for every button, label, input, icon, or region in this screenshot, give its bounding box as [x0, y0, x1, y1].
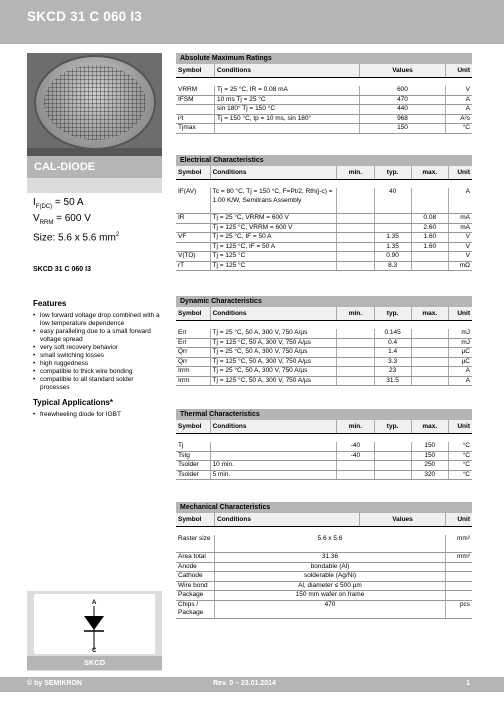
header-cell: Symbol: [176, 420, 211, 433]
table-cell: 8.3: [375, 262, 412, 271]
table-cell: 1.35: [375, 243, 412, 252]
table-cell: Irrm: [176, 377, 211, 386]
table-cell: mA: [460, 214, 470, 221]
table-cell: [412, 377, 449, 386]
table-row: [176, 252, 472, 262]
table-cell: Anode: [176, 563, 215, 572]
col-unit: Unit: [457, 67, 470, 74]
table-cell: 3.3: [375, 358, 412, 367]
header-cell: max.: [412, 420, 449, 433]
table-cell: Qrr: [176, 358, 211, 367]
table-cell: Tj = 125 °C: [211, 252, 338, 261]
table-cell: VF: [176, 233, 211, 242]
header-cell: typ.: [375, 420, 412, 433]
table-cell: Cathode: [176, 572, 215, 581]
table-row: [176, 452, 472, 462]
table-cell: 0.145: [375, 329, 412, 338]
header-cell: typ.: [375, 307, 412, 320]
table-cell: 10 min.: [211, 461, 338, 470]
table-row: [176, 96, 472, 106]
table-row: [176, 105, 472, 115]
table-cell: 0.90: [375, 252, 412, 261]
list-item: • high ruggedness: [33, 360, 162, 368]
table-row: [176, 115, 472, 125]
table-cell: mm²: [457, 553, 470, 560]
table-cell: Tc = 80 °C, Tj = 150 °C, F=Pt/2, Rth(j-c) = 1.00 K/W, Semitrans Assembly: [211, 188, 338, 213]
table-cell: 2.60: [412, 224, 449, 233]
table-row: [176, 348, 472, 358]
header-bar: [0, 0, 504, 44]
table-cell: Tj: [176, 442, 211, 451]
table-header: [176, 166, 472, 180]
table-header: [176, 420, 472, 434]
table-cell: [375, 442, 412, 451]
col-conditions: Conditions: [215, 64, 360, 77]
table-cell: [337, 471, 374, 480]
table-cell: [412, 329, 449, 338]
table-row: [176, 563, 472, 573]
table-cell: 600: [360, 86, 446, 95]
table-row: [176, 339, 472, 349]
col-symbol: Symbol: [176, 64, 215, 77]
table-cell: 5 min.: [211, 471, 338, 480]
table-row: [176, 553, 472, 563]
table-cell: 1.60: [412, 233, 449, 242]
table-cell: [412, 348, 449, 357]
table-cell: IFSM: [176, 96, 215, 105]
features-list: [33, 312, 162, 392]
footer-page-number: 1: [466, 680, 470, 687]
table-header: [176, 64, 472, 78]
part-number: SKCD 31 C 060 I3: [33, 266, 91, 274]
table-cell: rT: [176, 262, 211, 271]
table-cell: [375, 224, 412, 233]
spec-current: $I_{F(DC)} = 50$ A: [33, 197, 84, 210]
list-item: • compatible to all standard solder processes: [33, 376, 162, 392]
table-cell: solderable (Ag/Ni): [215, 572, 446, 581]
table-cell: VRRM: [176, 86, 215, 95]
table-cell: bondable (Al): [215, 563, 446, 572]
table-cell: Raster size: [176, 535, 215, 552]
header-cell: Unit: [457, 423, 470, 430]
table-cell: Tj = 25 °C, IF = 50 A: [211, 233, 338, 242]
table-row: [176, 214, 472, 224]
header-cell: min.: [337, 307, 374, 320]
table-row: [176, 243, 472, 253]
list-item: • low forward voltage drop combined with a low temperature dependence: [33, 312, 162, 328]
table-cell: Package: [176, 591, 215, 600]
table-row: [176, 124, 472, 134]
left-column: [27, 53, 162, 419]
table-cell: V: [465, 242, 470, 250]
list-item: • freewheeling diode for IGBT: [33, 411, 162, 419]
table-cell: Tj = 25 °C, 50 A, 300 V, 750 A/µs: [211, 348, 338, 357]
table-title: Absolute Maximum Ratings: [176, 53, 472, 64]
table-cell: [446, 582, 472, 591]
header-cell: Values: [360, 513, 446, 526]
spec-size: Size: 5.6 x 5.6 $mm^2$: [33, 232, 120, 244]
table-cell: Tj = 125 °C, 50 A, 300 V, 750 A/µs: [211, 377, 338, 386]
header-cell: typ.: [375, 166, 412, 179]
footer-bar: [0, 677, 504, 692]
list-item: • easy paralleling due to a small forward voltage spread: [33, 328, 162, 344]
header-cell: Unit: [457, 310, 470, 317]
table-cell: Tj = 25 °C, 50 A, 300 V, 750 A/µs: [211, 367, 338, 376]
table-cell: Wire bond: [176, 582, 215, 591]
table-cell: [337, 367, 374, 376]
thermal-table: [176, 409, 472, 480]
table-cell: -40: [337, 442, 374, 451]
table-row: [176, 358, 472, 368]
abs-max-table: [176, 53, 472, 134]
table-cell: µC: [461, 348, 470, 355]
table-title: Thermal Characteristics: [176, 409, 472, 420]
table-cell: 440: [360, 105, 446, 114]
table-cell: [446, 563, 472, 572]
table-cell: 150 mm wafer on frame: [215, 591, 446, 600]
table-cell: V: [465, 252, 470, 259]
table-cell: °C: [462, 124, 470, 131]
table-cell: 150: [360, 124, 446, 133]
table-cell: [375, 214, 412, 223]
table-cell: [375, 461, 412, 470]
table-cell: °C: [462, 451, 470, 459]
table-row: [176, 535, 472, 553]
table-cell: Tjmax: [176, 124, 215, 133]
table-cell: sin 180° Tj = 150 °C: [215, 105, 360, 114]
table-cell: Tj = 25 °C, VRRM = 600 V: [211, 214, 338, 223]
table-cell: [446, 572, 472, 581]
table-cell: [412, 358, 449, 367]
table-cell: µC: [461, 357, 470, 365]
table-cell: °C: [462, 461, 470, 468]
table-cell: A: [465, 95, 470, 103]
table-row: [176, 224, 472, 234]
table-cell: -40: [337, 452, 374, 461]
table-cell: [412, 188, 449, 213]
table-cell: Qrr: [176, 348, 211, 357]
table-row: [176, 572, 472, 582]
table-cell: [337, 358, 374, 367]
table-row: [176, 461, 472, 471]
table-cell: Tj = 125 °C, 50 A, 300 V, 750 A/µs: [211, 358, 338, 367]
table-row: [176, 188, 472, 214]
table-cell: Err: [176, 339, 211, 348]
cathode-label: C: [92, 648, 97, 654]
table-cell: A: [465, 105, 470, 112]
table-cell: V(TO): [176, 252, 211, 261]
table-row: [176, 591, 472, 601]
table-cell: IF(AV): [176, 188, 211, 213]
header-cell: Conditions: [211, 307, 338, 320]
header-cell: min.: [337, 420, 374, 433]
table-cell: [337, 262, 374, 271]
table-cell: [412, 262, 449, 271]
document-title: SKCD 31 C 060 I3: [27, 9, 143, 24]
table-cell: pcs: [459, 600, 470, 608]
diagram-panel: [34, 594, 155, 654]
table-cell: [337, 461, 374, 470]
table-cell: Tj = 25 °C, 50 A, 300 V, 750 A/µs: [211, 329, 338, 338]
table-row: [176, 329, 472, 339]
dynamic-table: [176, 296, 472, 386]
band-spacer: [27, 178, 162, 193]
table-cell: 40: [375, 188, 412, 213]
header-cell: Symbol: [176, 513, 215, 526]
table-cell: 23: [375, 367, 412, 376]
table-cell: Chips / Package: [176, 601, 215, 618]
table-row: [176, 601, 472, 619]
table-cell: [412, 252, 449, 261]
table-cell: [176, 243, 211, 252]
table-title: Electrical Characteristics: [176, 155, 472, 166]
table-cell: 0.08: [412, 214, 449, 223]
table-cell: [337, 348, 374, 357]
list-item: • very soft recovery behavior: [33, 344, 162, 352]
header-cell: Symbol: [176, 307, 211, 320]
table-cell: °C: [462, 470, 470, 478]
table-cell: A: [465, 367, 470, 374]
table-cell: V: [465, 86, 470, 93]
table-cell: mm²: [457, 535, 470, 542]
table-cell: Tsolder: [176, 471, 211, 480]
table-cell: A²s: [460, 114, 470, 122]
table-cell: [375, 471, 412, 480]
table-cell: [337, 377, 374, 386]
table-cell: [211, 442, 338, 451]
table-cell: 150: [412, 442, 449, 451]
spec-voltage: $V_{RRM} = 600$ V: [33, 213, 91, 226]
table-cell: 1.60: [412, 243, 449, 252]
header-cell: Conditions: [211, 420, 338, 433]
header-cell: Unit: [457, 169, 470, 176]
list-item: • small switching losses: [33, 352, 162, 360]
header-cell: Conditions: [215, 513, 360, 526]
table-cell: i²t: [176, 115, 215, 124]
header-cell: Symbol: [176, 166, 211, 179]
table-cell: mJ: [461, 338, 470, 346]
table-cell: [375, 452, 412, 461]
table-cell: IR: [176, 214, 211, 223]
table-cell: 31.36: [215, 553, 446, 562]
table-header: [176, 307, 472, 321]
table-cell: Area total: [176, 553, 215, 562]
table-cell: mΩ: [459, 261, 470, 269]
table-title: Mechanical Characteristics: [176, 502, 472, 513]
footer-copyright: © by SEMIKRON: [27, 680, 82, 687]
table-row: [176, 442, 472, 452]
table-cell: Tj = 125 °C, 50 A, 300 V, 750 A/µs: [211, 339, 338, 348]
footer-revision: Rev. 0 – 23.01.2014: [213, 680, 276, 687]
table-cell: A: [465, 188, 470, 195]
table-row: [176, 377, 472, 387]
apps-title: Typical Applications*: [33, 398, 114, 408]
table-cell: 0.4: [375, 339, 412, 348]
table-header: [176, 513, 472, 527]
header-cell: max.: [412, 307, 449, 320]
table-cell: [337, 214, 374, 223]
table-cell: 10 ms Tj = 25 °C: [215, 96, 360, 105]
wafer-image: [34, 55, 156, 148]
table-cell: [176, 224, 211, 233]
table-cell: [337, 329, 374, 338]
table-row: [176, 582, 472, 592]
mechanical-table: [176, 502, 472, 619]
diode-diagram: [27, 591, 162, 671]
table-cell: 470: [360, 96, 446, 105]
table-cell: [337, 224, 374, 233]
anode-label: A: [92, 600, 97, 606]
table-cell: Tsolder: [176, 461, 211, 470]
table-cell: [337, 339, 374, 348]
table-cell: 31.5: [375, 377, 412, 386]
table-row: [176, 471, 472, 481]
table-cell: [412, 367, 449, 376]
table-cell: °C: [462, 442, 470, 449]
table-cell: Tstg: [176, 452, 211, 461]
electrical-table: [176, 155, 472, 271]
table-cell: A: [465, 376, 470, 384]
table-cell: 5.6 x 5.6: [215, 535, 446, 552]
table-cell: [337, 233, 374, 242]
table-cell: 470: [215, 601, 446, 618]
table-cell: 250: [412, 461, 449, 470]
table-cell: [176, 105, 215, 114]
table-cell: Tj = 25 °C, IR = 0.08 mA: [215, 86, 360, 95]
table-cell: 1.35: [375, 233, 412, 242]
table-cell: Al, diameter ≤ 500 µm: [215, 582, 446, 591]
table-cell: 320: [412, 471, 449, 480]
table-cell: [215, 124, 360, 133]
table-cell: [337, 243, 374, 252]
list-item: • compatible to thick wire bonding: [33, 368, 162, 376]
apps-list: [33, 411, 162, 419]
table-cell: [337, 188, 374, 213]
table-row: [176, 367, 472, 377]
table-cell: 150: [412, 452, 449, 461]
header-cell: Unit: [457, 516, 470, 523]
table-cell: Tj = 150 °C, tp = 10 ms, sin 180°: [215, 115, 360, 124]
table-cell: Err: [176, 329, 211, 338]
table-cell: 1.4: [375, 348, 412, 357]
table-cell: mJ: [461, 329, 470, 336]
key-specs: [27, 197, 162, 244]
header-cell: min.: [337, 166, 374, 179]
table-cell: [446, 591, 472, 600]
table-cell: V: [465, 233, 470, 240]
table-title: Dynamic Characteristics: [176, 296, 472, 307]
table-cell: [412, 339, 449, 348]
features-title: Features: [33, 299, 67, 309]
table-cell: [211, 452, 338, 461]
table-row: [176, 233, 472, 243]
table-cell: Tj = 125 °C, VRRM = 600 V: [211, 224, 338, 233]
photo-divider: [27, 148, 162, 156]
table-cell: 968: [360, 115, 446, 124]
table-cell: mA: [460, 223, 470, 231]
table-cell: Tj = 125 °C: [211, 262, 338, 271]
table-row: [176, 262, 472, 272]
header-cell: Conditions: [211, 166, 338, 179]
table-cell: Irrm: [176, 367, 211, 376]
header-cell: max.: [412, 166, 449, 179]
product-photo: [27, 53, 162, 148]
product-band: CAL-DIODE: [27, 156, 162, 178]
col-values: Values: [360, 64, 446, 77]
table-cell: Tj = 125 °C, IF = 50 A: [211, 243, 338, 252]
diagram-label: SKCD: [27, 656, 162, 670]
diode-symbol-icon: [34, 594, 155, 654]
table-row: [176, 86, 472, 96]
table-cell: [337, 252, 374, 261]
